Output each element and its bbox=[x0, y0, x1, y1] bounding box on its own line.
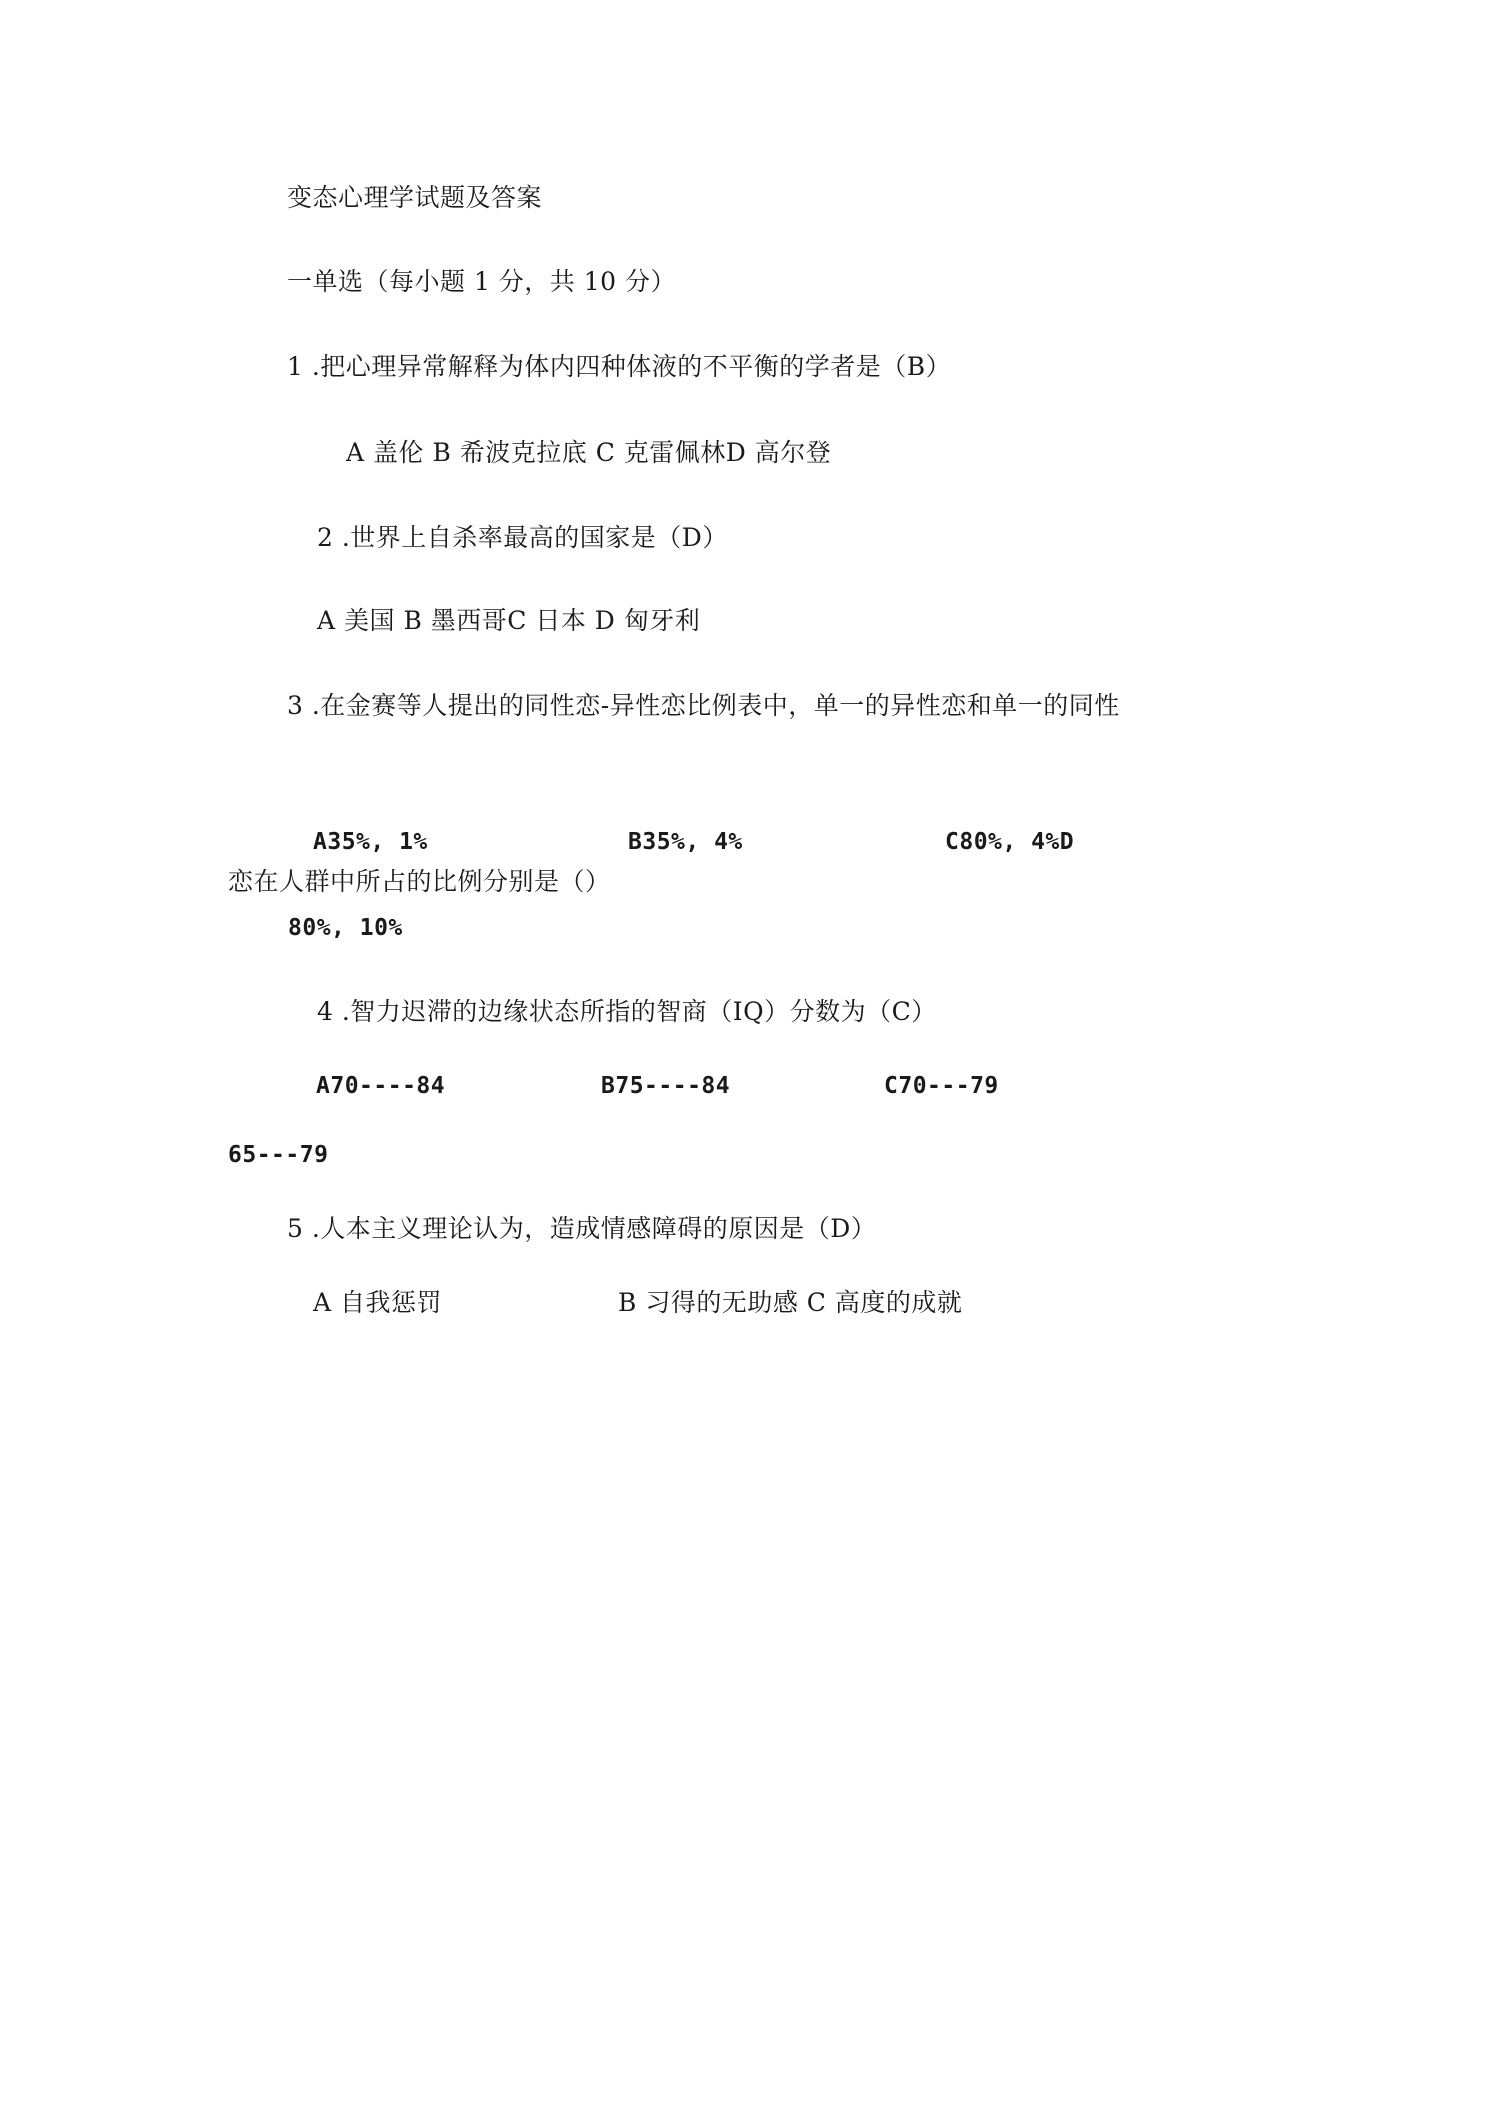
question-3-option-d: 80%, 10% bbox=[288, 915, 403, 941]
question-1-options: A 盖伦 B 希波克拉底 C 克雷佩林D 高尔登 bbox=[346, 438, 832, 467]
question-4-option-b: B75----84 bbox=[601, 1073, 731, 1099]
question-3-option-b: B35%, 4% bbox=[628, 829, 743, 855]
question-4-option-d: 65---79 bbox=[228, 1142, 329, 1168]
question-2-stem: 2 .世界上自杀率最高的国家是（D） bbox=[317, 523, 728, 552]
question-5-option-b: B 习得的无助感 C 高度的成就 bbox=[618, 1288, 963, 1317]
question-4-stem: 4 .智力迟滞的边缘状态所指的智商（IQ）分数为（C） bbox=[317, 997, 937, 1026]
question-3-stem-line-1: 3 .在金赛等人提出的同性恋-异性恋比例表中，单一的异性恋和单一的同性 bbox=[287, 691, 1120, 720]
question-2-options: A 美国 B 墨西哥C 日本 D 匈牙利 bbox=[317, 606, 701, 635]
question-3-option-c: C80%, 4%D bbox=[945, 829, 1075, 855]
question-5-option-a: A 自我惩罚 bbox=[313, 1288, 443, 1317]
question-3-stem-line-2: 恋在人群中所占的比例分别是（） bbox=[228, 867, 611, 896]
question-1-stem: 1 .把心理异常解释为体内四种体液的不平衡的学者是（B） bbox=[287, 352, 952, 381]
section-heading: 一单选（每小题 1 分，共 10 分） bbox=[287, 267, 677, 296]
question-3-option-a: A35%, 1% bbox=[313, 829, 428, 855]
question-5-stem: 5 .人本主义理论认为，造成情感障碍的原因是（D） bbox=[287, 1214, 877, 1243]
document-title: 变态心理学试题及答案 bbox=[287, 183, 543, 212]
question-4-option-a: A70----84 bbox=[316, 1073, 446, 1099]
question-4-option-c: C70---79 bbox=[884, 1073, 999, 1099]
